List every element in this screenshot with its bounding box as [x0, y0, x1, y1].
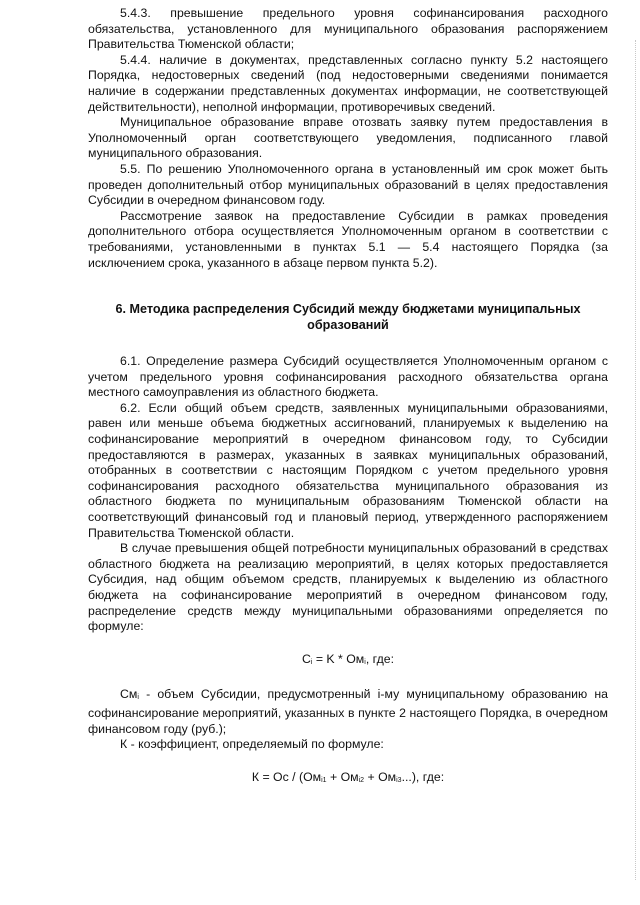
formula2-part3: + Ом — [364, 769, 397, 784]
formula-mid: = K * Ом — [312, 651, 365, 666]
formula2-part1: К = Ос / (Ом — [251, 769, 322, 784]
paragraph-5-4-3: 5.4.3. превышение предельного уровня софинансирования расходного обязательства, установленного для муниципального образования распоряжением Правительства Тюменской области; — [88, 6, 608, 52]
paragraph-5-5: 5.5. По решению Уполномоченного органа в установленный им срок может быть проведен дополнительный отбор муниципальных образований в целях предоставления Субсидии в очередном финансовом году. — [88, 161, 608, 208]
definition-symbol: К — [120, 737, 128, 752]
paragraph-additional-selection: Рассмотрение заявок на предоставление Субсидии в рамках проведения дополнительного отбора осуществляется Уполномоченным органом в соответствии с требованиями, установленными в пунктах 5.1 — 5.4 настоящего Порядка (за исключением срока, указанного в абзаце первом пункта 5.2). — [88, 208, 608, 270]
definition-symbol-subscript: i — [137, 694, 139, 702]
formula2-part2: + Ом — [326, 769, 359, 784]
section-heading: 6. Методика распределения Субсидий между бюджетами муниципальных образований — [115, 302, 581, 333]
definition-cm — [88, 687, 608, 737]
paragraph-6-2: 6.2. Если общий объем средств, заявленных муниципальными образованиями, равен или меньше объема бюджетных ассигнований, планируемых к выделению на софинансирование мероприятий в очередном финансовом году, то Субсидии предоставляются в размерах, указанных в заявках муниципальных образований, отобранных в соответствии с настоящим Порядком с учетом предельного уровня софинансирования расходного обязательства муниципального образования из областного бюджета по муниципальным образованиям Тюменской области на соответствующий финансовый год и плановый период, утвержденного распоряжением Правительства Тюменской области. — [88, 400, 608, 540]
formula2-sub3: i3 — [396, 776, 402, 784]
formula2-part4: ...), где: — [401, 769, 445, 784]
definition-text: - коэффициент, определяемый по формуле: — [127, 737, 384, 752]
definition-symbol: См — [120, 687, 138, 702]
formula2-sub1: i1 — [321, 776, 327, 784]
definition-text: - объем Субсидии, предусмотренный i-му муниципальному образованию на софинансирование мероприятий, указанных в пункте 2 настоящего Порядка, в очередном финансовом году (руб.); — [88, 687, 608, 736]
formula-lhs-subscript: i — [310, 658, 313, 666]
page-edge-divider — [633, 40, 636, 880]
formula2-sub2: i2 — [358, 776, 365, 784]
formula-tail: , где: — [365, 651, 395, 666]
formula-subsidy — [88, 652, 608, 671]
paragraph-excess-demand: В случае превышения общей потребности муниципальных образований в средствах областного бюджета на реализацию мероприятий, в целях которых предоставляется Субсидия, над общим объемом средств, планируемых к выделению из областного бюджета на софинансирование мероприятий в очередном финансовом году, распределение средств между муниципальными образованиями определяется по формуле: — [88, 541, 608, 634]
paragraph-withdraw-application: Муниципальное образование вправе отозвать заявку путем предоставления в Уполномоченный орган соответствующего уведомления, подписанного главой муниципального образования. — [88, 115, 608, 161]
paragraph-6-1: 6.1. Определение размера Субсидий осуществляется Уполномоченным органом с учетом предельного уровня софинансирования расходного обязательства органа местного самоуправления из областного бюджета. — [88, 354, 608, 400]
formula-coefficient — [88, 770, 608, 789]
formula-lhs: C — [301, 651, 311, 666]
document-page — [88, 6, 608, 788]
definition-k — [88, 737, 608, 753]
formula-mid-subscript: i — [364, 658, 366, 666]
paragraph-5-4-4: 5.4.4. наличие в документах, представленных согласно пункту 5.2 настоящего Порядка, недостоверных сведений (под недостоверными сведениями понимается наличие в содержании представленных документах информации, не соответствующей действительности), неполной информации, противоречивых сведений. — [88, 52, 608, 114]
